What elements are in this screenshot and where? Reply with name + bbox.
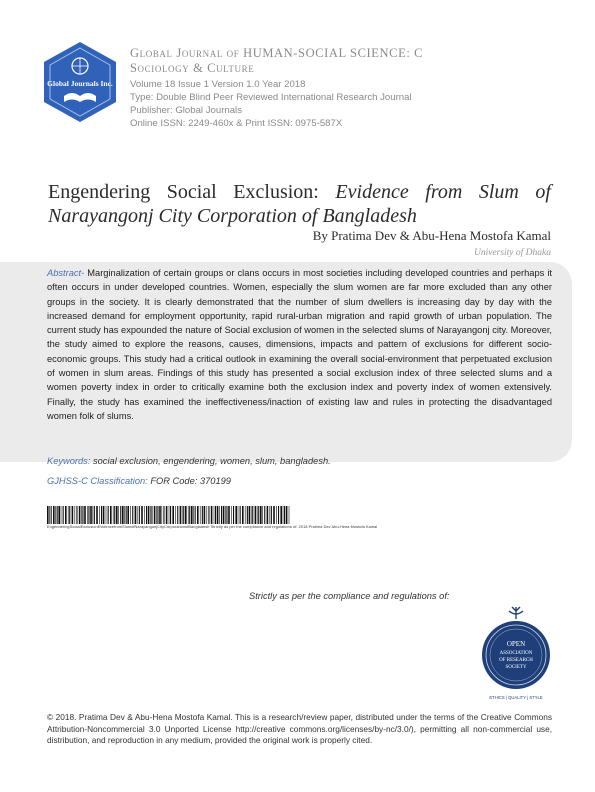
barcode-bar [94,506,95,524]
barcode-bar [273,506,275,524]
barcode-bar [87,506,88,524]
barcode-bar [141,506,143,524]
issn-line: Online ISSN: 2249-460x & Print ISSN: 0975-587X [130,118,343,129]
affiliation: University of Dhaka [473,248,551,258]
barcode-bar [55,506,56,524]
barcode-bar [114,506,115,524]
publisher-line: Publisher: Global Journals [130,105,242,116]
type-line: Type: Double Blind Peer Reviewed International Research Journal [130,92,412,103]
barcode-bar [228,506,230,524]
barcode-bar [63,506,64,524]
barcode-bar [204,506,206,524]
barcode-bar [276,506,277,524]
barcode-bar [289,506,290,524]
barcode-bar [122,506,124,524]
barcode-bar [51,506,52,524]
seal-bottom: ETHICS | QUALITY | STYLE [489,695,543,700]
seal-line1: OPEN [506,640,526,648]
barcode-bar [166,506,168,524]
barcode-bar [183,506,184,524]
authors: By Pratima Dev & Abu-Hena Mostofa Kamal [312,228,551,243]
barcode-bar [154,506,156,524]
barcode-bar [193,506,194,524]
barcode-bar [177,506,178,524]
journal-title-line2: Sociology & Culture [130,61,255,75]
barcode-bar [175,506,176,524]
barcode-bar [225,506,226,524]
barcode-bar [185,506,187,524]
barcode-bar [118,506,119,524]
barcode-bar [81,506,82,524]
abstract-text: Marginalization of certain groups or clans occurs in most societies including developed countries and perhaps it often occurs in under developed countries. Women, especially the slum women are far more excluded than any other groups in the society. It is clearly demonstrated that the number of slum dwellers is increasing day by day with the increased demand for employment opportunity, rapid rural-urban migration and rapid growth of urban population. The current study has expounded the nature of Social exclusion of women in the selected slums of Narayangonj city. Moreover, the study aimed to explore the reasons, causes, dimensions, impacts and pattern of exclusions for different socio-economic groups. This study had a critical outlook in examining the overall social-environment that perpetuated exclusion of women in slum areas. Findings of this study has presented a social exclusion index of three selected slums and a women poverty index in order to critically examine both the exclusion index and poverty index of women extensively. Finally, the study has examined the ineffectiveness/inaction of existing law and rules in protecting the disadvantaged women folk of slums. [47,268,552,421]
barcode-bar [146,506,147,524]
barcode-bar [126,506,127,524]
barcode-bar [189,506,190,524]
barcode-bar [202,506,203,524]
keywords-label: Keywords: [47,456,91,466]
barcode-bar [57,506,58,524]
barcode-bar [245,506,246,524]
barcode-bar [223,506,225,524]
barcode-bar [252,506,253,524]
paper-title-line2: Narayangonj City Corporation of Bangladesh [48,205,417,227]
barcode-bar [264,506,265,524]
barcode-bar [108,506,109,524]
barcode-bar [82,506,83,524]
barcode-bar [84,506,86,524]
barcode-bar [188,506,189,524]
barcode-bar [197,506,199,524]
barcode-bar [47,506,49,524]
classification-label: GJHSS-C Classification: [47,476,148,486]
barcode-bar [283,506,284,524]
barcode-bar [238,506,239,524]
journal-title-line1: Global Journal of HUMAN-SOCIAL SCIENCE: C [130,46,424,60]
barcode-bar [247,506,248,524]
global-journals-logo [38,40,122,124]
barcode-bar [137,506,138,524]
barcode-bar [132,506,133,524]
barcode-bar [180,506,182,524]
classification [47,476,231,486]
seal-line2: ASSOCIATION [499,651,533,656]
barcode-bar [127,506,129,524]
barcode-bar [172,506,174,524]
abstract-label: Abstract- [47,268,85,278]
barcode-bar [271,506,272,524]
barcode-bar [208,506,209,524]
barcode-text: EngenderingSocialExclusionEvidencefromSlumofNarayangonjCityCorporationofBangladesh Strictly as per the compliance and regulations of: 2018 Pratima Dev Abu-Hena Mostofa Kamal [47,525,378,529]
barcode-bar [170,506,171,524]
barcode-bar [110,506,112,524]
barcode-bar [262,506,263,524]
barcode-bar [249,506,251,524]
seal-line3: OF RESEARCH [499,658,533,663]
title-part2: Evidence from Slum of [335,181,551,203]
barcode-bar [257,506,258,524]
barcode-bar [103,506,105,524]
barcode-bar [270,506,271,524]
barcode-bar [69,506,70,524]
barcode-bar [157,506,158,524]
barcode-bar [233,506,234,524]
barcode-bar [150,506,151,524]
keywords-text: social exclusion, engendering, women, slum, bangladesh. [90,456,331,466]
barcode-bar [65,506,67,524]
barcode-bar [130,506,131,524]
barcode-bar [235,506,237,524]
barcode-bar [251,506,252,524]
barcode-bar [200,506,201,524]
barcode-bar [258,506,259,524]
barcode-bar [214,506,215,524]
barcode-bar [79,506,81,524]
barcode-bar [211,506,213,524]
barcode-bar [61,506,62,524]
barcode-bar [195,506,196,524]
barcode-bar [156,506,157,524]
barcode-bar [286,506,288,524]
title-part1: Engendering Social Exclusion: [48,181,319,203]
barcode-bar [280,506,282,524]
volume-line: Volume 18 Issue 1 Version 1.0 Year 2018 [130,79,306,90]
barcode-bar [58,506,60,524]
barcode-bar [169,506,170,524]
copyright-footer: © 2018. Pratima Dev & Abu-Hena Mostofa Kamal. This is a research/review paper, distributed under the terms of the Creative Commons Attribution-Noncommercial 3.0 Unported License http://creative commons.org/licenses/by-nc/3.0/), permitting all non-commercial use, distribution, and reproduction in any medium, provided the original work is properly cited. [47,712,552,745]
barcode-bar [75,506,76,524]
barcode-bar [93,506,94,524]
barcode-bar [76,506,77,524]
barcode-bar [215,506,216,524]
barcode-bar [221,506,222,524]
barcode-bar [267,506,269,524]
logo-text: Global Journals Inc. [47,79,113,88]
barcode-bar [101,506,102,524]
paper-title-line1 [48,180,551,204]
classification-text: FOR Code: 370199 [147,476,231,486]
barcode-bar [226,506,227,524]
seal-line4: SOCIETY [505,665,527,670]
barcode-bar [99,506,100,524]
barcode-bar [88,506,89,524]
barcode-bar [144,506,145,524]
compliance-text: Strictly as per the compliance and regulations of: [249,591,450,601]
barcode [47,506,290,524]
barcode-bar [139,506,140,524]
barcode-bar [159,506,161,524]
abstract [47,266,552,423]
barcode-bar [124,506,125,524]
barcode-bar [68,506,69,524]
barcode-bar [106,506,107,524]
keywords [47,456,331,466]
barcode-bar [90,506,92,524]
barcode-bar [162,506,163,524]
barcode-bar [242,506,244,524]
oars-seal [476,605,556,705]
barcode-bar [120,506,121,524]
barcode-bar [182,506,183,524]
barcode-bar [148,506,150,524]
barcode-bar [260,506,262,524]
barcode-bar [191,506,193,524]
barcode-bar [151,506,152,524]
barcode-bar [207,506,208,524]
barcode-bar [217,506,219,524]
barcode-bar [240,506,241,524]
barcode-bar [231,506,232,524]
barcode-bar [49,506,50,524]
barcode-bar [163,506,164,524]
barcode-bar [116,506,118,524]
barcode-bar [72,506,74,524]
barcode-bar [284,506,285,524]
barcode-bar [135,506,137,524]
barcode-bar [278,506,279,524]
barcode-bar [53,506,55,524]
barcode-bar [96,506,98,524]
barcode-bar [255,506,257,524]
barcode-bar [219,506,220,524]
barcode-bar [113,506,114,524]
